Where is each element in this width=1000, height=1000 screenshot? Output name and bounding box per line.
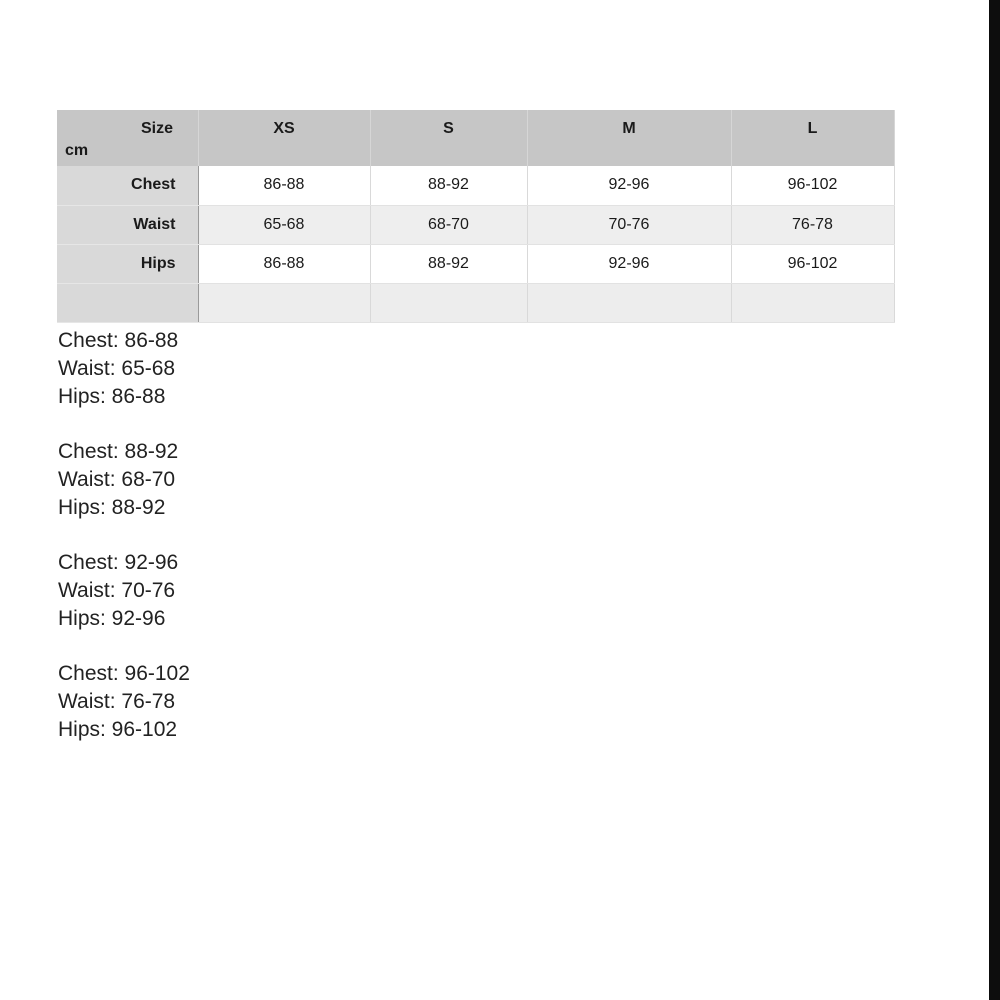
window-edge-border — [989, 0, 1000, 1000]
size-heading: Size — [141, 120, 174, 137]
table-cell — [527, 283, 731, 322]
list-item: Chest: 96-102 — [58, 662, 190, 685]
table-row-empty — [57, 283, 894, 322]
list-item: Waist: 68-70 — [58, 468, 176, 491]
table-cell — [370, 283, 527, 322]
row-header-empty — [57, 283, 198, 322]
size-group-xs — [58, 327, 190, 411]
table-cell: 86-88 — [198, 166, 370, 205]
table-cell: 65-68 — [198, 205, 370, 244]
size-group-s — [58, 438, 190, 522]
table-cell: 76-78 — [731, 205, 894, 244]
unit-label: cm — [65, 142, 89, 159]
row-header-waist: Waist — [57, 205, 198, 244]
table-cell: 68-70 — [370, 205, 527, 244]
size-group-m — [58, 549, 190, 633]
table-corner-cell — [57, 110, 198, 166]
size-text-lists — [58, 327, 190, 771]
column-header-s: S — [370, 110, 527, 166]
size-group-l — [58, 660, 190, 744]
table-cell — [198, 283, 370, 322]
list-item: Hips: 86-88 — [58, 385, 166, 408]
table-cell: 88-92 — [370, 166, 527, 205]
table-row-waist — [57, 205, 894, 244]
table-cell: 96-102 — [731, 244, 894, 283]
list-item: Chest: 88-92 — [58, 440, 179, 463]
list-item: Waist: 65-68 — [58, 357, 176, 380]
column-header-l: L — [731, 110, 894, 166]
list-item: Waist: 70-76 — [58, 579, 176, 602]
table-cell — [731, 283, 894, 322]
list-item: Chest: 92-96 — [58, 551, 179, 574]
table-row-hips — [57, 244, 894, 283]
size-chart-table — [57, 110, 895, 323]
column-header-xs: XS — [198, 110, 370, 166]
list-item: Hips: 88-92 — [58, 496, 166, 519]
list-item: Chest: 86-88 — [58, 329, 179, 352]
table-row-chest — [57, 166, 894, 205]
table-header-row — [57, 110, 894, 166]
table-cell: 96-102 — [731, 166, 894, 205]
table-cell: 70-76 — [527, 205, 731, 244]
table-cell: 86-88 — [198, 244, 370, 283]
column-header-m: M — [527, 110, 731, 166]
table-cell: 88-92 — [370, 244, 527, 283]
row-header-hips: Hips — [57, 244, 198, 283]
table-cell: 92-96 — [527, 244, 731, 283]
row-header-chest: Chest — [57, 166, 198, 205]
list-item: Hips: 96-102 — [58, 718, 178, 741]
table-cell: 92-96 — [527, 166, 731, 205]
list-item: Waist: 76-78 — [58, 690, 176, 713]
list-item: Hips: 92-96 — [58, 607, 166, 630]
